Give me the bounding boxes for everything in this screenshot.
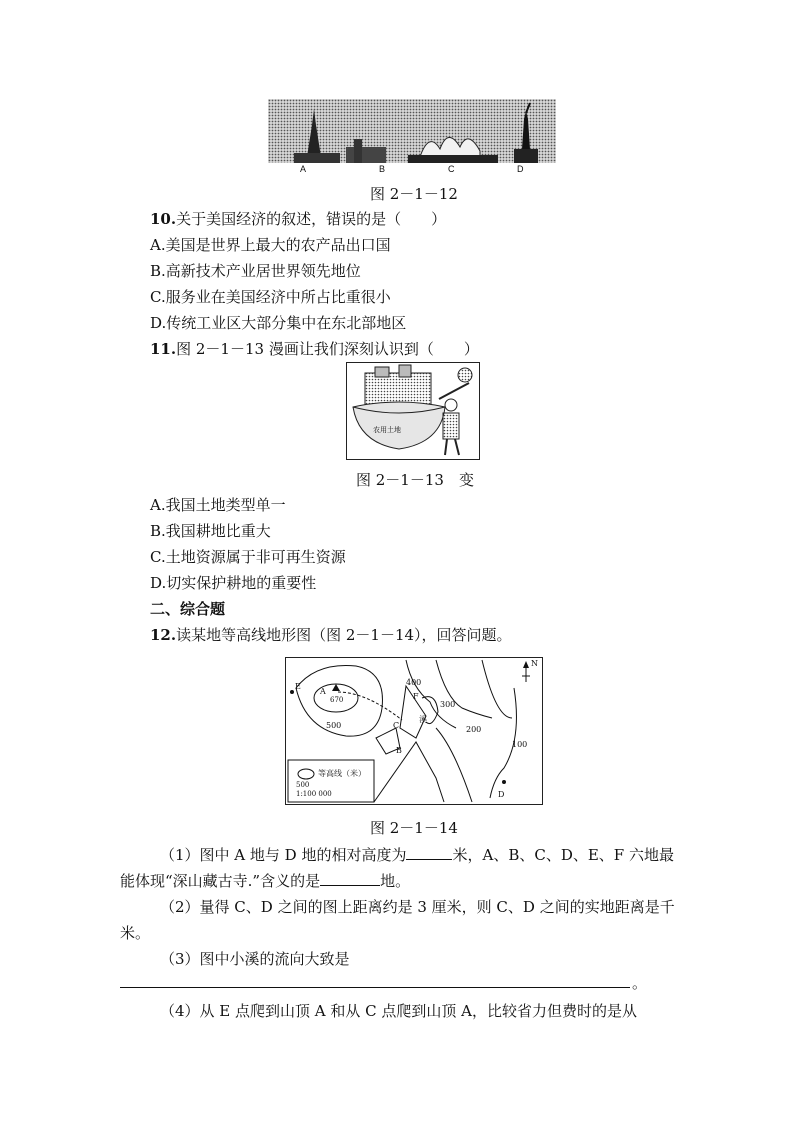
question-12-stem [150,625,512,645]
figure-caption-12: 图 2－1－12 [370,185,458,203]
figure-caption-14: 图 2－1－14 [370,819,458,837]
q10-option-b: B.高新技术产业居世界领先地位 [150,262,361,280]
q12-part-2: （2）量得 C、D 之间的图上距离约是 3 厘米，则 C、D 之间的实地距离是千米。 [120,898,675,942]
photo-label-b: B [379,164,386,174]
question-12-text: 读某地等高线地形图（图 2－1－14），回答问题。 [176,626,512,644]
stream-label: 溪 [419,715,427,724]
q12-part-4: （4）从 E 点爬到山顶 A 和从 C 点爬到山顶 A，比较省力但费时的是从 [160,1002,638,1020]
q10-option-d: D.传统工业区大部分集中在东北部地区 [150,314,407,332]
cartoon-image [347,363,479,459]
q10-option-a: A.美国是世界上最大的农产品出口国 [150,236,391,254]
landmark-photo-strip [268,99,556,163]
question-11-number: 11. [150,340,177,358]
point-c: C [393,721,400,730]
question-11-text: 图 2－1－13 漫画让我们深刻认识到（ ） [176,340,479,358]
question-12-number: 12. [150,626,177,644]
cartoon-figure [346,362,480,460]
answer-blank-2[interactable] [320,869,380,886]
point-d: D [498,790,505,799]
q12-part-1-b: 米，A、B、C、D、E、F 六地最能体现“深山藏古寺.”含义的是 [120,846,674,890]
contour-map [285,657,543,805]
q12-part-3-end: 。 [632,974,648,992]
point-e: E [295,682,301,691]
question-10-text: 关于美国经济的叙述，错误的是（ ） [176,210,447,228]
point-b: B [396,746,402,755]
question-11-stem [150,339,479,359]
photo-label-c: C [448,164,455,174]
contour-500: 500 [326,721,342,730]
point-f: F [413,692,419,701]
section-heading: 二、综合题 [150,600,226,618]
q12-part-3-text: （3）图中小溪的流向大致是 [160,950,350,968]
contour-400: 400 [406,678,422,687]
north-label: N [531,659,538,668]
legend-value: 500 [296,781,310,789]
q11-option-d: D.切实保护耕地的重要性 [150,574,317,592]
q11-option-c: C.土地资源属于非可再生资源 [150,548,346,566]
question-10-number: 10. [150,210,177,228]
legend-label: 等高线（米） [318,769,366,778]
answer-blank-3[interactable] [120,986,630,988]
q12-part-1-c: 地。 [380,872,411,890]
photo-label-a: A [300,164,307,174]
q12-part-1 [120,842,680,894]
q12-part-3 [120,946,680,972]
landmark-photos-image [268,99,556,163]
q10-option-c: C.服务业在美国经济中所占比重很小 [150,288,391,306]
contour-200: 200 [466,725,482,734]
answer-blank-1[interactable] [406,843,452,860]
contour-100: 100 [512,740,528,749]
photo-label-d: D [517,164,524,174]
q12-part-1-a: （1）图中 A 地与 D 地的相对高度为 [160,846,407,864]
q11-option-b: B.我国耕地比重大 [150,522,271,540]
figure-caption-13: 图 2－1－13 变 [356,471,474,489]
question-10-stem [150,209,446,229]
contour-670: 670 [330,696,344,704]
legend-scale: 1:100 000 [296,790,332,798]
cartoon-label: 农用土地 [373,427,401,434]
q11-option-a: A.我国土地类型单一 [150,496,286,514]
point-a: A [320,687,326,696]
contour-300: 300 [440,700,456,709]
